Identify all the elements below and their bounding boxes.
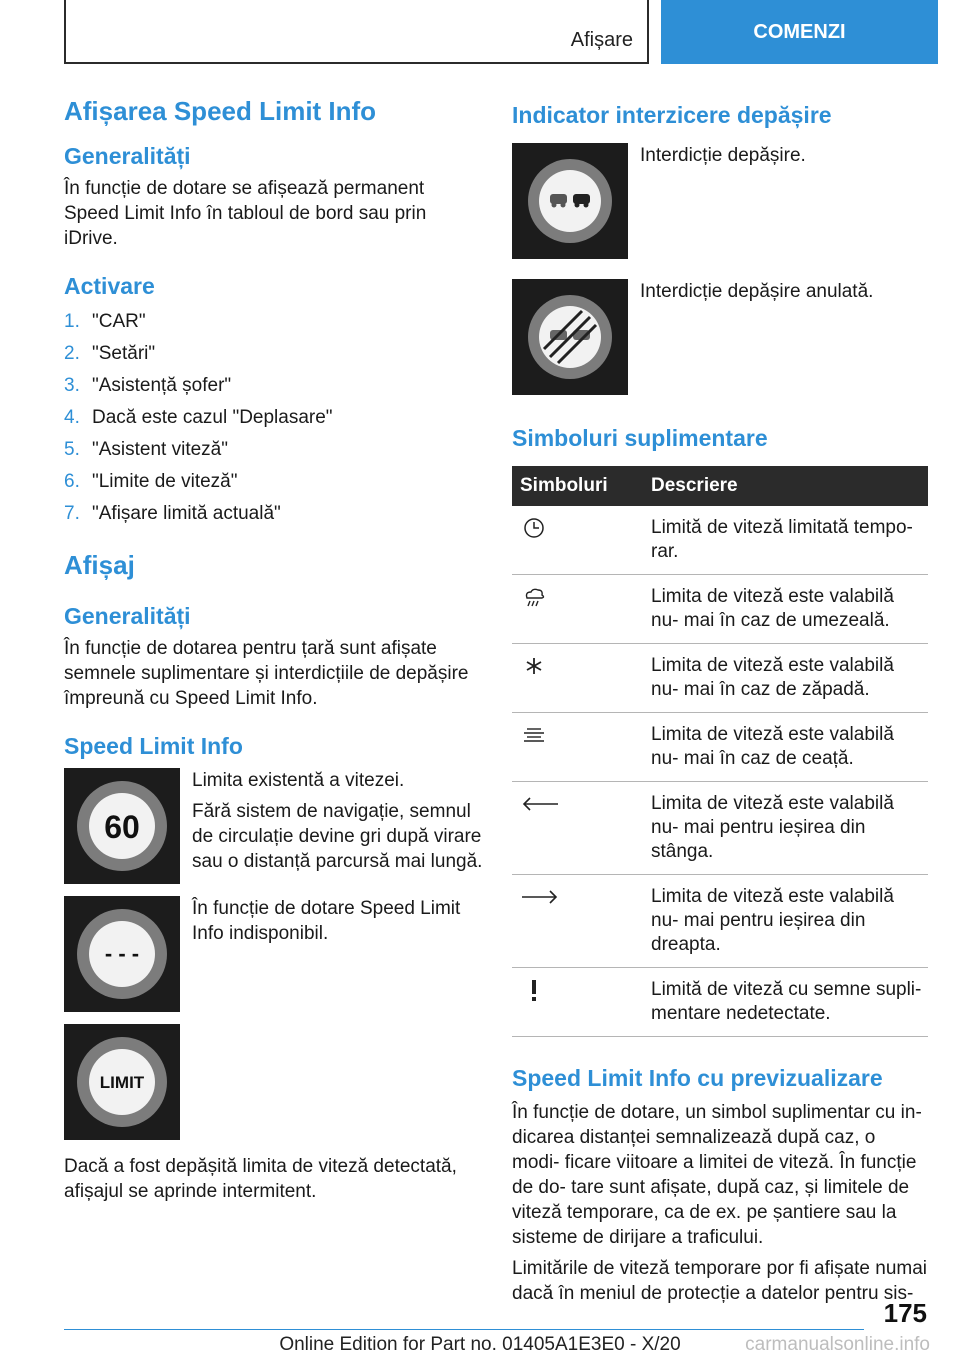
arrow-right-icon: [520, 885, 560, 909]
svg-text:- - -: - - -: [104, 941, 140, 966]
clock-icon: [520, 516, 548, 540]
table-cell-desc: Limita de viteză este valabilă nu- mai pentru ieșirea din dreapta.: [643, 875, 928, 968]
table-cell-desc: Limita de viteză este valabilă nu- mai în caz de zăpadă.: [643, 644, 928, 713]
step-item: 3. "Asistență șofer": [64, 375, 232, 396]
step-item: 6. "Limite de viteză": [64, 471, 238, 492]
table-row: [512, 506, 928, 575]
general2-heading: Generalități: [64, 603, 191, 629]
step-item: 5. "Asistent viteză": [64, 439, 228, 460]
header-section-label: Afișare: [570, 29, 633, 51]
table-header-symbols: Simboluri: [512, 466, 643, 506]
step-item: 2. "Setări": [64, 343, 156, 364]
fog-icon: [520, 723, 548, 747]
general-heading: Generalități: [64, 143, 191, 169]
exclamation-icon: [520, 978, 548, 1002]
step-item: 4. Dacă este cazul "Deplasare": [64, 407, 333, 428]
overtake-end-desc: Interdicție depășire anulată.: [640, 281, 874, 302]
table-cell-desc: Limita de viteză este valabilă nu- mai în caz de ceață.: [643, 713, 928, 782]
sign-row-dash: [64, 896, 484, 1012]
snowflake-icon: [520, 654, 548, 678]
sign60-desc-2: Fără sistem de navigație, semnul de circulație devine gri după virare sau o distanță parcursă mai lungă.: [192, 801, 483, 872]
footer-divider: [64, 1329, 864, 1330]
header-box: [64, 0, 649, 64]
page-number: 175: [883, 1298, 927, 1328]
overtake-end-row: [512, 279, 928, 395]
table-row: [512, 782, 928, 875]
sli-heading: Speed Limit Info: [64, 733, 243, 759]
sign60-desc-1: Limita existentă a vitezei.: [192, 770, 405, 791]
preview-text-2: Limitările de viteză temporare por fi afișate numai dacă în meniul de protecție a datelor pentru sis-: [512, 1258, 928, 1304]
sign-row-60: [64, 768, 484, 884]
overtake-heading: Indicator interzicere depășire: [512, 102, 832, 128]
overtake-desc: Interdicție depășire.: [640, 145, 806, 166]
speed-sign-limit-image: [64, 1024, 180, 1140]
arrow-left-icon: [520, 792, 560, 816]
preview-heading: Speed Limit Info cu previzualizare: [512, 1065, 883, 1091]
overtake-row: [512, 143, 928, 259]
right-column: [512, 96, 928, 1306]
speed-sign-unavailable-image: [64, 896, 180, 1012]
no-overtaking-end-sign-image: [512, 279, 628, 395]
table-cell-desc: Limita de viteză este valabilă nu- mai pentru ieșirea din stânga.: [643, 782, 928, 875]
table-cell-desc: Limită de viteză limitată tempo- rar.: [643, 506, 928, 575]
svg-text:60: 60: [104, 809, 140, 845]
watermark: carmanualsonline.info: [745, 1334, 930, 1355]
table-row: [512, 875, 928, 968]
general2-text: În funcție de dotarea pentru țară sunt afișate semnele suplimentare și interdicțiile de depășire împreună cu Speed Limit Info.: [64, 638, 469, 709]
table-row: [512, 713, 928, 782]
preview-text-1: În funcție de dotare, un simbol suplimentar cu in- dicarea distanței semnalizează după caz, o modi- ficare viitoare a limitei de viteză. În funcție de do- tare sunt afișate, după caz, și limitele de viteză temporare, ca de ex. pe șantiere sau la sisteme de dirijare a traficului.: [512, 1102, 922, 1248]
rain-cloud-icon: [520, 585, 548, 609]
speed-sign-60-image: [64, 768, 180, 884]
left-column: [64, 96, 484, 1204]
table-row: [512, 968, 928, 1037]
extra-symbols-heading: Simboluri suplimentare: [512, 425, 768, 451]
activation-steps: [64, 306, 484, 530]
step-item: 1. "CAR": [64, 311, 146, 332]
edition-text: Online Edition for Part no. 01405A1E3E0 - X/20: [279, 1334, 681, 1355]
extra-symbols-table: [512, 466, 928, 1037]
sign-row-limit: [64, 1024, 484, 1140]
table-header-description: Descriere: [643, 466, 928, 506]
step-item: 7. "Afișare limită actuală": [64, 503, 281, 524]
activation-heading: Activare: [64, 273, 155, 299]
table-cell-desc: Limită de viteză cu semne supli- mentare nedetectate.: [643, 968, 928, 1037]
table-row: [512, 644, 928, 713]
table-cell-desc: Limita de viteză este valabilă nu- mai în caz de umezeală.: [643, 575, 928, 644]
blink-text: Dacă a fost depășită limita de viteză detectată, afișajul se aprinde intermitent.: [64, 1156, 457, 1202]
svg-text:LIMIT: LIMIT: [99, 1073, 145, 1092]
table-header-row: [512, 466, 928, 506]
table-row: [512, 575, 928, 644]
sign-dash-desc: În funcție de dotare Speed Limit Info indisponibil.: [192, 898, 461, 944]
header-chapter-tab[interactable]: COMENZI: [661, 0, 938, 64]
general-text: În funcție de dotare se afișează permanent Speed Limit Info în tabloul de bord sau prin iDrive.: [64, 178, 427, 249]
display-heading: Afișaj: [64, 550, 135, 580]
page-title: Afișarea Speed Limit Info: [64, 96, 377, 126]
no-overtaking-sign-image: [512, 143, 628, 259]
